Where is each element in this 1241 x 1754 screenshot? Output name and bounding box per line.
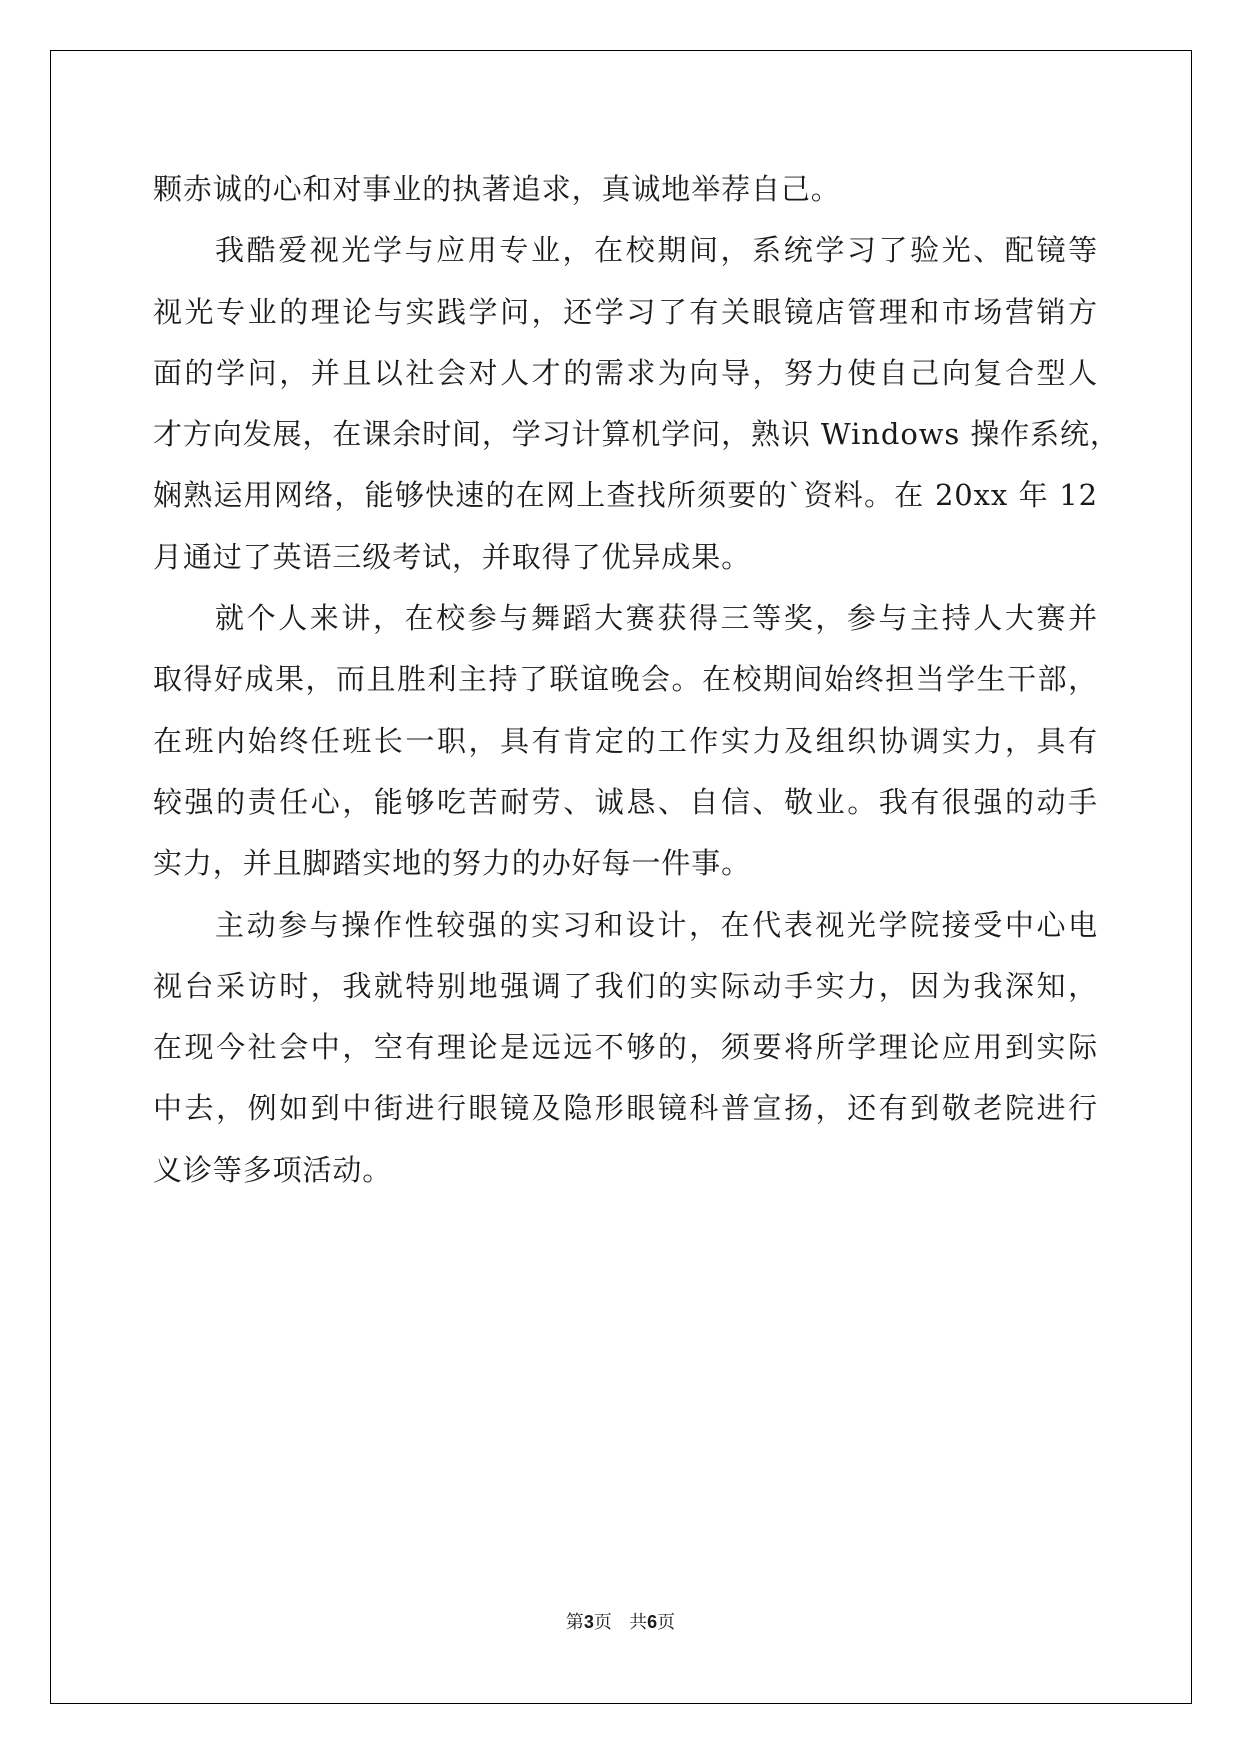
page-footer [0, 1608, 1241, 1634]
text-line: 在班内始终任班长一职，具有肯定的工作实力及组织协调实力，具有 [153, 723, 1098, 758]
page-prefix: 第 [565, 1612, 584, 1633]
page-suffix: 页 [593, 1612, 612, 1633]
text-line: 较强的责任心，能够吃苦耐劳、诚恳、自信、敬业。我有很强的动手 [153, 784, 1098, 819]
page-number: 3 [583, 1612, 594, 1632]
total-prefix: 共 [629, 1612, 648, 1633]
text-line: 主动参与操作性较强的实习和设计，在代表视光学院接受中心电 [215, 907, 1098, 942]
text-line: 视光专业的理论与实践学问，还学习了有关眼镜店管理和市场营销方 [153, 294, 1098, 329]
total-pages: 6 [647, 1612, 658, 1632]
text-line: 月通过了英语三级考试，并取得了优异成果。 [153, 539, 752, 574]
text-line: 在现今社会中，空有理论是远远不够的，须要将所学理论应用到实际 [153, 1030, 1098, 1065]
text-line: 视台采访时，我就特别地强调了我们的实际动手实力，因为我深知， [153, 968, 1098, 1003]
text-line: 取得好成果，而且胜利主持了联谊晚会。在校期间始终担当学生干部， [153, 662, 1098, 697]
total-suffix: 页 [657, 1612, 676, 1633]
text-line: 实力，并且脚踏实地的努力的办好每一件事。 [153, 846, 752, 881]
text-line: 颗赤诚的心和对事业的执著追求，真诚地举荐自己。 [153, 172, 841, 206]
text-line: 中去，例如到中街进行眼镜及隐形眼镜科普宣扬，还有到敬老院进行 [153, 1091, 1098, 1126]
text-line: 娴熟运用网络，能够快速的在网上查找所须要的`资料。在 20xx 年 12 [153, 478, 1098, 513]
text-line: 面的学问，并且以社会对人才的需求为向导，努力使自己向复合型人 [153, 355, 1098, 390]
text-line: 才方向发展，在课余时间，学习计算机学问，熟识 Windows 操作系统， [153, 417, 1120, 452]
document-body [153, 159, 1120, 1201]
text-line: 就个人来讲，在校参与舞蹈大赛获得三等奖，参与主持人大赛并 [215, 601, 1098, 636]
text-line: 义诊等多项活动。 [153, 1152, 393, 1187]
text-line: 我酷爱视光学与应用专业，在校期间，系统学习了验光、配镜等 [215, 233, 1098, 268]
